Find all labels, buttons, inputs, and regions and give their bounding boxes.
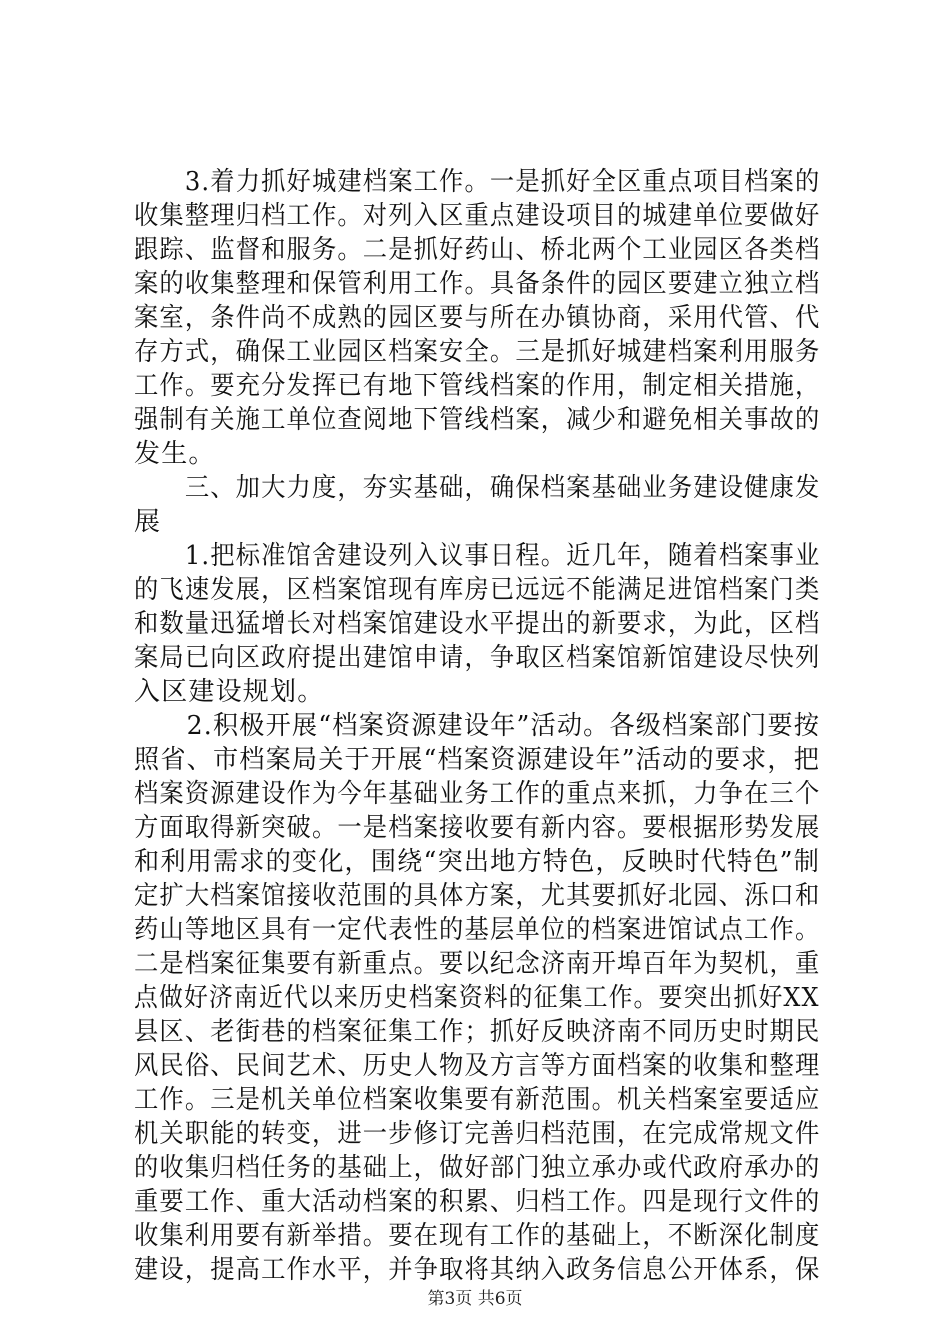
text-line: 发生。 <box>134 439 216 469</box>
text-line: 照省、市档案局关于开展“档案资源建设年”活动的要求，把 <box>134 745 821 775</box>
text-line: 强制有关施工单位查阅地下管线档案，减少和避免相关事故的 <box>134 405 821 435</box>
section-heading: 展 <box>134 507 162 537</box>
text-line: 定扩大档案馆接收范围的具体方案，尤其要抓好北园、泺口和 <box>134 881 821 911</box>
text-line: 案局已向区政府提出建馆申请，争取区档案馆新馆建设尽快列 <box>134 643 821 673</box>
text-line: 入区建设规划。 <box>134 677 325 707</box>
text-line: 收集整理归档工作。对列入区重点建设项目的城建单位要做好 <box>134 201 821 231</box>
text-line: 风民俗、民间艺术、历史人物及方言等方面档案的收集和整理 <box>134 1051 821 1081</box>
text-line: 案室，条件尚不成熟的园区要与所在办镇协商，采用代管、代 <box>134 303 821 333</box>
text-line: 案的收集整理和保管利用工作。具备条件的园区要建立独立档 <box>134 269 821 299</box>
text-line: 和数量迅猛增长对档案馆建设水平提出的新要求，为此，区档 <box>134 609 821 639</box>
text-line: 的收集归档任务的基础上，做好部门独立承办或代政府承办的 <box>134 1153 821 1183</box>
text-line: 的飞速发展，区档案馆现有库房已远远不能满足进馆档案门类 <box>134 575 821 605</box>
text-line: 1.把标准馆舍建设列入议事日程。近几年，随着档案事业 <box>134 541 821 571</box>
text-line: 存方式，确保工业园区档案安全。三是抓好城建档案利用服务 <box>134 337 821 367</box>
text-line: 2.积极开展“档案资源建设年”活动。各级档案部门要按 <box>134 711 821 741</box>
text-line: 3.着力抓好城建档案工作。一是抓好全区重点项目档案的 <box>134 167 821 197</box>
text-line: 二是档案征集要有新重点。要以纪念济南开埠百年为契机，重 <box>134 949 821 979</box>
text-line: 收集利用要有新举措。要在现有工作的基础上，不断深化制度 <box>134 1221 821 1251</box>
page-number-footer: 第3页 共6页 <box>427 1289 523 1309</box>
text-line: 建设，提高工作水平，并争取将其纳入政务信息公开体系，保 <box>134 1255 821 1285</box>
text-line: 重要工作、重大活动档案的积累、归档工作。四是现行文件的 <box>134 1187 821 1217</box>
text-line: 方面取得新突破。一是档案接收要有新内容。要根据形势发展 <box>134 813 821 843</box>
text-line: 档案资源建设作为今年基础业务工作的重点来抓，力争在三个 <box>134 779 821 809</box>
text-line: 工作。要充分发挥已有地下管线档案的作用，制定相关措施， <box>134 371 821 401</box>
text-line: 机关职能的转变，进一步修订完善归档范围，在完成常规文件 <box>134 1119 821 1149</box>
text-line: 点做好济南近代以来历史档案资料的征集工作。要突出抓好XX <box>134 983 820 1013</box>
text-line: 跟踪、监督和服务。二是抓好药山、桥北两个工业园区各类档 <box>134 235 821 265</box>
text-line: 工作。三是机关单位档案收集要有新范围。机关档案室要适应 <box>134 1085 821 1115</box>
section-heading: 三、加大力度，夯实基础，确保档案基础业务建设健康发 <box>134 473 821 503</box>
text-line: 和利用需求的变化，围绕“突出地方特色，反映时代特色”制 <box>134 847 821 877</box>
text-line: 县区、老街巷的档案征集工作；抓好反映济南不同历史时期民 <box>134 1017 821 1047</box>
text-line: 药山等地区具有一定代表性的基层单位的档案进馆试点工作。 <box>134 915 821 945</box>
